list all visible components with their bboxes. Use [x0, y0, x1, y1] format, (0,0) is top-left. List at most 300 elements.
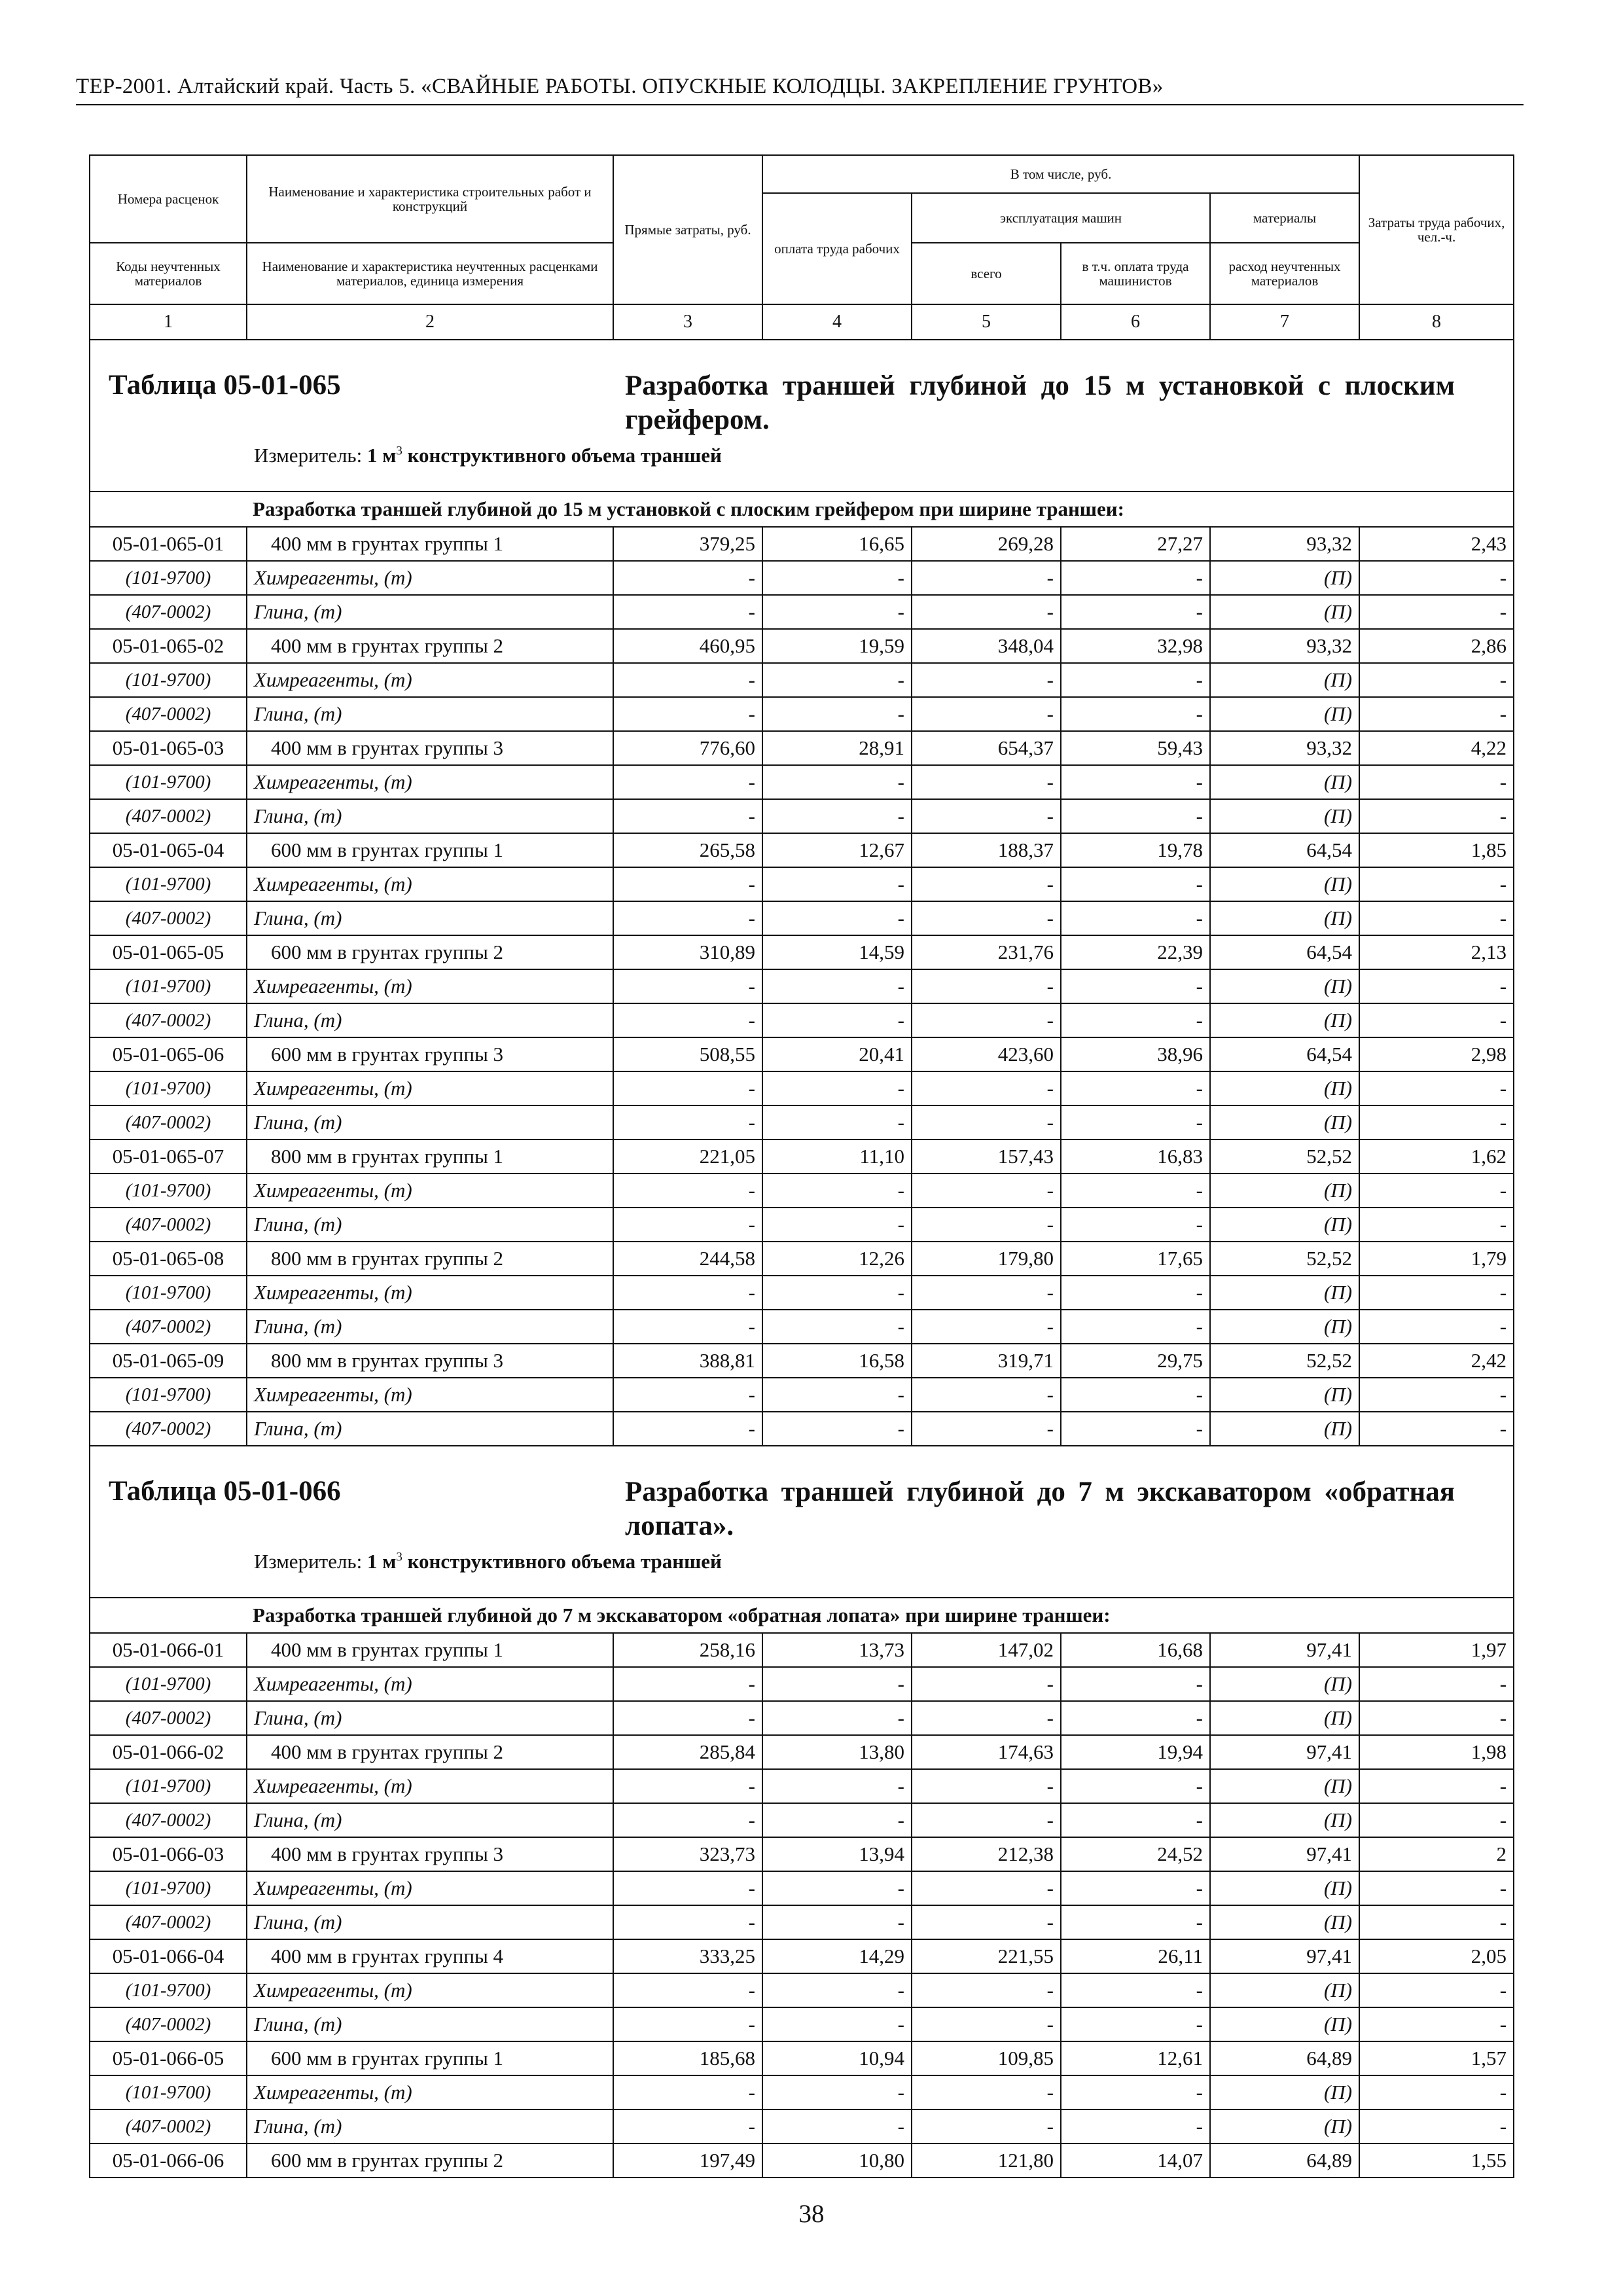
- empty-value: -: [762, 1412, 912, 1446]
- empty-value: -: [762, 2075, 912, 2109]
- labor-hours: 2,42: [1359, 1344, 1514, 1378]
- empty-value: -: [1061, 595, 1210, 629]
- direct-costs: 310,89: [613, 935, 762, 969]
- material-row: [90, 799, 1514, 833]
- material-code: (101-9700): [90, 867, 247, 901]
- material-row: [90, 1769, 1514, 1803]
- header-unaccounted-materials: расход неучтенных материалов: [1210, 243, 1359, 304]
- machines-total: 174,63: [912, 1735, 1061, 1769]
- material-mark: (П): [1210, 1105, 1359, 1139]
- empty-value: -: [762, 1071, 912, 1105]
- empty-value: -: [762, 1871, 912, 1905]
- material-name: Глина, (т): [247, 901, 613, 935]
- labor-hours: 4,22: [1359, 731, 1514, 765]
- material-code: (407-0002): [90, 1905, 247, 1939]
- material-name: Глина, (т): [247, 697, 613, 731]
- empty-value: -: [1359, 969, 1514, 1003]
- material-name: Химреагенты, (т): [247, 1378, 613, 1412]
- materials-cost: 52,52: [1210, 1139, 1359, 1174]
- material-code: (101-9700): [90, 1276, 247, 1310]
- material-code: (101-9700): [90, 765, 247, 799]
- material-name: Глина, (т): [247, 1310, 613, 1344]
- empty-value: -: [1359, 2109, 1514, 2144]
- empty-value: -: [1061, 1071, 1210, 1105]
- empty-value: -: [1061, 2109, 1210, 2144]
- section-heading: Разработка траншей глубиной до 15 м установкой с плоским грейфером при ширине траншеи:: [90, 492, 1514, 527]
- table-title-cell: [90, 1446, 1514, 1598]
- page-number: 38: [798, 2200, 825, 2228]
- material-row: [90, 1973, 1514, 2007]
- empty-value: -: [762, 1208, 912, 1242]
- material-code: (407-0002): [90, 2109, 247, 2144]
- operator-wages: 19,94: [1061, 1735, 1210, 1769]
- header-work-name: Наименование и характеристика строительных работ и конструкций: [247, 155, 613, 243]
- rate-name: 800 мм в грунтах группы 3: [247, 1344, 613, 1378]
- materials-cost: 64,89: [1210, 2041, 1359, 2075]
- empty-value: -: [1359, 2007, 1514, 2041]
- material-name: Глина, (т): [247, 595, 613, 629]
- rate-code: 05-01-065-05: [90, 935, 247, 969]
- meter-description: конструктивного объема траншей: [407, 444, 722, 467]
- rate-code: 05-01-065-03: [90, 731, 247, 765]
- header-labor-hours: Затраты труда рабочих, чел.-ч.: [1359, 155, 1514, 304]
- direct-costs: 244,58: [613, 1242, 762, 1276]
- operator-wages: 22,39: [1061, 935, 1210, 969]
- empty-value: -: [912, 1174, 1061, 1208]
- empty-value: -: [1359, 1276, 1514, 1310]
- empty-value: -: [912, 765, 1061, 799]
- empty-value: -: [912, 1871, 1061, 1905]
- material-mark: (П): [1210, 1871, 1359, 1905]
- empty-value: -: [1359, 1803, 1514, 1837]
- machines-total: 423,60: [912, 1037, 1061, 1071]
- rate-name: 400 мм в грунтах группы 3: [247, 731, 613, 765]
- operator-wages: 59,43: [1061, 731, 1210, 765]
- materials-cost: 64,54: [1210, 1037, 1359, 1071]
- column-number: 4: [762, 304, 912, 340]
- worker-wages: 16,65: [762, 527, 912, 561]
- worker-wages: 13,94: [762, 1837, 912, 1871]
- direct-costs: 460,95: [613, 629, 762, 663]
- header-materials: материалы: [1210, 193, 1359, 243]
- rate-name: 800 мм в грунтах группы 2: [247, 1242, 613, 1276]
- material-row: [90, 867, 1514, 901]
- material-row: [90, 1071, 1514, 1105]
- empty-value: -: [613, 1412, 762, 1446]
- empty-value: -: [613, 697, 762, 731]
- rate-row: [90, 1139, 1514, 1174]
- direct-costs: 258,16: [613, 1633, 762, 1667]
- rate-name: 800 мм в грунтах группы 1: [247, 1139, 613, 1174]
- direct-costs: 265,58: [613, 833, 762, 867]
- meter-prefix: Измеритель:: [254, 1550, 363, 1573]
- material-row: [90, 1208, 1514, 1242]
- table-meter: [254, 444, 722, 467]
- rate-code: 05-01-065-09: [90, 1344, 247, 1378]
- meter-prefix: Измеритель:: [254, 444, 363, 467]
- material-row: [90, 595, 1514, 629]
- meter-exponent: 3: [396, 444, 402, 458]
- labor-hours: 2,05: [1359, 1939, 1514, 1973]
- material-mark: (П): [1210, 1310, 1359, 1344]
- worker-wages: 12,67: [762, 833, 912, 867]
- empty-value: -: [912, 1310, 1061, 1344]
- material-name: Химреагенты, (т): [247, 1071, 613, 1105]
- material-mark: (П): [1210, 1667, 1359, 1701]
- empty-value: -: [762, 697, 912, 731]
- labor-hours: 1,57: [1359, 2041, 1514, 2075]
- rate-code: 05-01-065-08: [90, 1242, 247, 1276]
- empty-value: -: [1061, 1412, 1210, 1446]
- empty-value: -: [1061, 663, 1210, 697]
- empty-value: -: [613, 1905, 762, 1939]
- materials-cost: 52,52: [1210, 1242, 1359, 1276]
- empty-value: -: [613, 1701, 762, 1735]
- empty-value: -: [1359, 1973, 1514, 2007]
- empty-value: -: [912, 2109, 1061, 2144]
- empty-value: -: [1359, 1871, 1514, 1905]
- material-mark: (П): [1210, 1208, 1359, 1242]
- direct-costs: 185,68: [613, 2041, 762, 2075]
- empty-value: -: [762, 1276, 912, 1310]
- empty-value: -: [762, 1310, 912, 1344]
- material-name: Глина, (т): [247, 1905, 613, 1939]
- material-name: Химреагенты, (т): [247, 1871, 613, 1905]
- empty-value: -: [762, 1667, 912, 1701]
- material-mark: (П): [1210, 1973, 1359, 2007]
- machines-total: 221,55: [912, 1939, 1061, 1973]
- rate-row: [90, 1037, 1514, 1071]
- material-mark: (П): [1210, 867, 1359, 901]
- empty-value: -: [912, 1276, 1061, 1310]
- rate-name: 400 мм в грунтах группы 1: [247, 527, 613, 561]
- empty-value: -: [762, 1973, 912, 2007]
- empty-value: -: [912, 1378, 1061, 1412]
- running-title: ТЕР-2001. Алтайский край. Часть 5. «СВАЙНЫЕ РАБОТЫ. ОПУСКНЫЕ КОЛОДЦЫ. ЗАКРЕПЛЕНИЕ ГРУНТОВ»: [76, 75, 1164, 98]
- labor-hours: 1,85: [1359, 833, 1514, 867]
- material-mark: (П): [1210, 2075, 1359, 2109]
- empty-value: -: [613, 969, 762, 1003]
- empty-value: -: [762, 595, 912, 629]
- material-mark: (П): [1210, 561, 1359, 595]
- material-name: Химреагенты, (т): [247, 1276, 613, 1310]
- column-number: 5: [912, 304, 1061, 340]
- material-code: (101-9700): [90, 969, 247, 1003]
- direct-costs: 388,81: [613, 1344, 762, 1378]
- direct-costs: 323,73: [613, 1837, 762, 1871]
- rate-code: 05-01-066-04: [90, 1939, 247, 1973]
- material-row: [90, 1378, 1514, 1412]
- empty-value: -: [912, 1071, 1061, 1105]
- empty-value: -: [1061, 1701, 1210, 1735]
- materials-cost: 64,54: [1210, 935, 1359, 969]
- material-name: Глина, (т): [247, 2109, 613, 2144]
- direct-costs: 221,05: [613, 1139, 762, 1174]
- material-code: (101-9700): [90, 1769, 247, 1803]
- rate-name: 400 мм в грунтах группы 2: [247, 629, 613, 663]
- empty-value: -: [613, 1105, 762, 1139]
- empty-value: -: [1359, 1208, 1514, 1242]
- table-title-block: [90, 340, 1514, 492]
- empty-value: -: [613, 561, 762, 595]
- empty-value: -: [762, 1803, 912, 1837]
- empty-value: -: [1359, 1905, 1514, 1939]
- machines-total: 231,76: [912, 935, 1061, 969]
- materials-cost: 97,41: [1210, 1939, 1359, 1973]
- rate-row: [90, 1837, 1514, 1871]
- empty-value: -: [613, 1871, 762, 1905]
- labor-hours: 1,55: [1359, 2144, 1514, 2178]
- rate-code: 05-01-065-07: [90, 1139, 247, 1174]
- material-row: [90, 697, 1514, 731]
- header-including-group: В том числе, руб.: [762, 155, 1359, 193]
- empty-value: -: [1061, 1174, 1210, 1208]
- material-name: Химреагенты, (т): [247, 1667, 613, 1701]
- empty-value: -: [1061, 1667, 1210, 1701]
- rate-code: 05-01-066-06: [90, 2144, 247, 2178]
- empty-value: -: [912, 1105, 1061, 1139]
- empty-value: -: [1061, 2007, 1210, 2041]
- header-rate-numbers: Номера расценок: [90, 155, 247, 243]
- empty-value: -: [762, 2109, 912, 2144]
- empty-value: -: [1061, 901, 1210, 935]
- column-number: 3: [613, 304, 762, 340]
- empty-value: -: [613, 1174, 762, 1208]
- empty-value: -: [1359, 1174, 1514, 1208]
- worker-wages: 11,10: [762, 1139, 912, 1174]
- material-mark: (П): [1210, 1701, 1359, 1735]
- empty-value: -: [613, 1667, 762, 1701]
- material-mark: (П): [1210, 2007, 1359, 2041]
- meter-unit: 1 м: [366, 444, 397, 467]
- operator-wages: 16,83: [1061, 1139, 1210, 1174]
- material-name: Химреагенты, (т): [247, 1973, 613, 2007]
- material-row: [90, 1003, 1514, 1037]
- empty-value: -: [912, 1667, 1061, 1701]
- header-machines-total: всего: [912, 243, 1061, 304]
- material-row: [90, 1105, 1514, 1139]
- material-code: (407-0002): [90, 595, 247, 629]
- material-name: Химреагенты, (т): [247, 561, 613, 595]
- empty-value: -: [1061, 697, 1210, 731]
- rate-code: 05-01-065-04: [90, 833, 247, 867]
- empty-value: -: [912, 595, 1061, 629]
- material-row: [90, 1174, 1514, 1208]
- material-row: [90, 2007, 1514, 2041]
- table-header: [90, 155, 1514, 340]
- rate-code: 05-01-066-01: [90, 1633, 247, 1667]
- empty-value: -: [1061, 1208, 1210, 1242]
- materials-cost: 97,41: [1210, 1837, 1359, 1871]
- material-code: (101-9700): [90, 1667, 247, 1701]
- empty-value: -: [1061, 1310, 1210, 1344]
- empty-value: -: [1359, 1003, 1514, 1037]
- empty-value: -: [912, 867, 1061, 901]
- rate-code: 05-01-065-06: [90, 1037, 247, 1071]
- empty-value: -: [1359, 1667, 1514, 1701]
- material-mark: (П): [1210, 1276, 1359, 1310]
- empty-value: -: [613, 663, 762, 697]
- empty-value: -: [1359, 1071, 1514, 1105]
- material-row: [90, 663, 1514, 697]
- empty-value: -: [613, 1208, 762, 1242]
- empty-value: -: [912, 1905, 1061, 1939]
- empty-value: -: [762, 1905, 912, 1939]
- table-body: [90, 340, 1514, 2178]
- meter-description: конструктивного объема траншей: [407, 1550, 722, 1573]
- empty-value: -: [613, 1003, 762, 1037]
- rate-name: 400 мм в грунтах группы 4: [247, 1939, 613, 1973]
- empty-value: -: [1359, 1310, 1514, 1344]
- material-name: Химреагенты, (т): [247, 969, 613, 1003]
- rate-row: [90, 2144, 1514, 2178]
- worker-wages: 12,26: [762, 1242, 912, 1276]
- material-mark: (П): [1210, 1769, 1359, 1803]
- empty-value: -: [1061, 1871, 1210, 1905]
- empty-value: -: [762, 1701, 912, 1735]
- empty-value: -: [613, 2007, 762, 2041]
- material-mark: (П): [1210, 901, 1359, 935]
- material-mark: (П): [1210, 2109, 1359, 2144]
- empty-value: -: [912, 697, 1061, 731]
- material-code: (407-0002): [90, 1310, 247, 1344]
- material-mark: (П): [1210, 1378, 1359, 1412]
- empty-value: -: [1061, 1769, 1210, 1803]
- empty-value: -: [1359, 595, 1514, 629]
- material-code: (101-9700): [90, 561, 247, 595]
- material-mark: (П): [1210, 1071, 1359, 1105]
- empty-value: -: [912, 1208, 1061, 1242]
- header-material-names: Наименование и характеристика неучтенных расценками материалов, единица измерения: [247, 243, 613, 304]
- machines-total: 654,37: [912, 731, 1061, 765]
- table-title-block: [90, 1446, 1514, 1598]
- material-code: (101-9700): [90, 1378, 247, 1412]
- header-direct-costs: Прямые затраты, руб.: [613, 155, 762, 304]
- material-mark: (П): [1210, 663, 1359, 697]
- operator-wages: 32,98: [1061, 629, 1210, 663]
- empty-value: -: [1061, 1905, 1210, 1939]
- direct-costs: 508,55: [613, 1037, 762, 1071]
- empty-value: -: [912, 1412, 1061, 1446]
- labor-hours: 2,86: [1359, 629, 1514, 663]
- labor-hours: 2,43: [1359, 527, 1514, 561]
- material-name: Глина, (т): [247, 1003, 613, 1037]
- material-name: Глина, (т): [247, 1208, 613, 1242]
- material-mark: (П): [1210, 1174, 1359, 1208]
- material-code: (407-0002): [90, 1803, 247, 1837]
- material-mark: (П): [1210, 1803, 1359, 1837]
- empty-value: -: [762, 765, 912, 799]
- labor-hours: 1,97: [1359, 1633, 1514, 1667]
- empty-value: -: [613, 1310, 762, 1344]
- material-row: [90, 765, 1514, 799]
- empty-value: -: [762, 663, 912, 697]
- header-worker-wages: оплата труда рабочих: [762, 193, 912, 304]
- materials-cost: 93,32: [1210, 527, 1359, 561]
- empty-value: -: [762, 1003, 912, 1037]
- empty-value: -: [613, 2109, 762, 2144]
- machines-total: 269,28: [912, 527, 1061, 561]
- running-header: [76, 75, 1524, 105]
- empty-value: -: [912, 969, 1061, 1003]
- operator-wages: 14,07: [1061, 2144, 1210, 2178]
- material-mark: (П): [1210, 799, 1359, 833]
- empty-value: -: [912, 2075, 1061, 2109]
- worker-wages: 13,80: [762, 1735, 912, 1769]
- material-name: Химреагенты, (т): [247, 765, 613, 799]
- empty-value: -: [1061, 1973, 1210, 2007]
- empty-value: -: [1359, 1378, 1514, 1412]
- material-mark: (П): [1210, 969, 1359, 1003]
- material-row: [90, 1871, 1514, 1905]
- table-title-cell: [90, 340, 1514, 492]
- direct-costs: 776,60: [613, 731, 762, 765]
- material-row: [90, 1667, 1514, 1701]
- material-name: Химреагенты, (т): [247, 663, 613, 697]
- empty-value: -: [613, 765, 762, 799]
- column-number: 6: [1061, 304, 1210, 340]
- material-name: Глина, (т): [247, 1803, 613, 1837]
- rate-row: [90, 935, 1514, 969]
- rate-name: 400 мм в грунтах группы 3: [247, 1837, 613, 1871]
- material-code: (407-0002): [90, 2007, 247, 2041]
- empty-value: -: [912, 1769, 1061, 1803]
- direct-costs: 379,25: [613, 527, 762, 561]
- labor-hours: 1,62: [1359, 1139, 1514, 1174]
- table-caption: Разработка траншей глубиной до 7 м экскаватором «обратная лопата».: [625, 1477, 1455, 1541]
- empty-value: -: [1359, 867, 1514, 901]
- empty-value: -: [1061, 969, 1210, 1003]
- column-number: 2: [247, 304, 613, 340]
- table-label: Таблица 05-01-065: [109, 370, 341, 401]
- table-label: Таблица 05-01-066: [109, 1476, 341, 1507]
- empty-value: -: [1061, 2075, 1210, 2109]
- material-mark: (П): [1210, 1412, 1359, 1446]
- material-name: Химреагенты, (т): [247, 867, 613, 901]
- labor-hours: 1,79: [1359, 1242, 1514, 1276]
- meter-exponent: 3: [396, 1550, 402, 1564]
- rate-row: [90, 1242, 1514, 1276]
- rate-name: 600 мм в грунтах группы 1: [247, 833, 613, 867]
- table-caption: Разработка траншей глубиной до 15 м установкой с плоским грейфером.: [625, 370, 1455, 435]
- material-name: Глина, (т): [247, 2007, 613, 2041]
- empty-value: -: [613, 1973, 762, 2007]
- materials-cost: 97,41: [1210, 1633, 1359, 1667]
- section-heading: Разработка траншей глубиной до 7 м экскаватором «обратная лопата» при ширине траншеи:: [90, 1598, 1514, 1633]
- material-code: (407-0002): [90, 901, 247, 935]
- direct-costs: 285,84: [613, 1735, 762, 1769]
- empty-value: -: [1359, 697, 1514, 731]
- material-code: (101-9700): [90, 1973, 247, 2007]
- section-heading-row: [90, 492, 1514, 527]
- empty-value: -: [912, 1973, 1061, 2007]
- material-code: (101-9700): [90, 1071, 247, 1105]
- rate-row: [90, 1633, 1514, 1667]
- empty-value: -: [762, 1105, 912, 1139]
- empty-value: -: [1359, 561, 1514, 595]
- empty-value: -: [1061, 1105, 1210, 1139]
- material-row: [90, 1310, 1514, 1344]
- empty-value: -: [912, 561, 1061, 595]
- worker-wages: 19,59: [762, 629, 912, 663]
- worker-wages: 20,41: [762, 1037, 912, 1071]
- machines-total: 147,02: [912, 1633, 1061, 1667]
- operator-wages: 17,65: [1061, 1242, 1210, 1276]
- rate-name: 600 мм в грунтах группы 2: [247, 935, 613, 969]
- column-numbers-row: [90, 304, 1514, 340]
- labor-hours: 2,98: [1359, 1037, 1514, 1071]
- operator-wages: 24,52: [1061, 1837, 1210, 1871]
